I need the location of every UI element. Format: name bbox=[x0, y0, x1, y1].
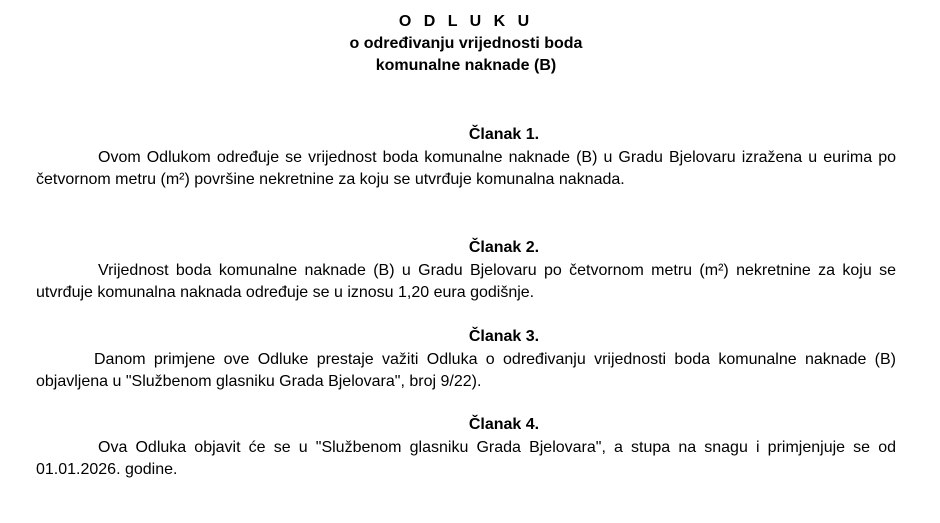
article-3-text: Danom primjene ove Odluke prestaje važiti Odluka o određivanju vrijednosti boda komunalne naknade (B) objavljena u "Službenom glasniku Grada Bjelovara", broj 9/22). bbox=[36, 351, 896, 390]
article-2-text: Vrijednost boda komunalne naknade (B) u Gradu Bjelovaru po četvornom metru (m²) nekretnine za koju se utvrđuje komunalna naknada određuje se u iznosu 1,20 eura godišnje. bbox=[36, 262, 896, 301]
article-2 bbox=[36, 237, 896, 304]
article-4-text: Ova Odluka objavit će se u "Službenom glasniku Grada Bjelovara", a stupa na snagu i primjenjuje se od 01.01.2026. godine. bbox=[36, 439, 896, 478]
article-3 bbox=[36, 326, 896, 393]
article-1-text: Ovom Odlukom određuje se vrijednost boda komunalne naknade (B) u Gradu Bjelovaru izražena u eurima po četvornom metru (m²) površine nekretnine za koju se utvrđuje komunalna naknada. bbox=[36, 149, 896, 188]
article-4 bbox=[36, 414, 896, 481]
document-subtitle-line-2: komunalne naknade (B) bbox=[375, 57, 557, 74]
article-2-heading: Članak 2. bbox=[468, 239, 540, 256]
article-4-heading: Članak 4. bbox=[468, 416, 540, 433]
document-subtitle-line-1: o određivanju vrijednosti boda bbox=[349, 35, 583, 52]
document-title: O D L U K U bbox=[398, 13, 534, 30]
document-header bbox=[0, 11, 932, 77]
article-1-heading: Članak 1. bbox=[468, 126, 540, 143]
article-3-heading: Članak 3. bbox=[468, 328, 540, 345]
article-1 bbox=[36, 124, 896, 191]
